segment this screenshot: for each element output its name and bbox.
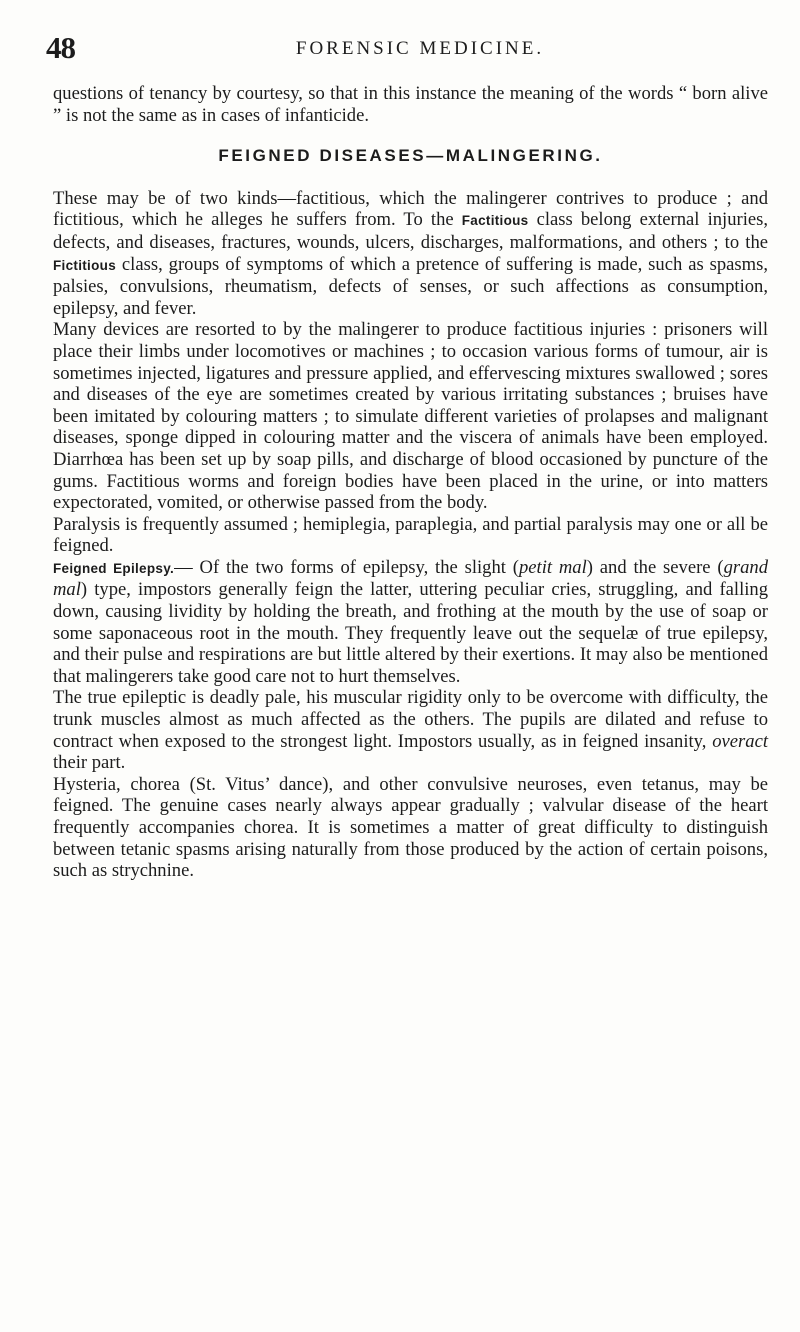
- kinds-text-1: These may be of two kinds—factitious, which the malingerer contrives to produce ; and fictitious, which he alleges he suffers from. To the: [53, 187, 768, 231]
- kinds-text-2: class belong external injuries, defects, and diseases, fractures, wounds, ulcers, discharges, malformations, and others ; to the: [53, 209, 769, 253]
- page-number: 48: [46, 30, 75, 65]
- epilepsy-text-3: ) type, impostors generally feign the latter, uttering peculiar cries, struggling, and falling down, causing lividity by holding the breath, and frothing at the mouth by the use of soap or some saponaceous root in the mouth. They frequently leave out the sequelæ of true epilepsy, and their pulse and respirations are but little altered by their exertions. It may also be mentioned that malingerers take good care not to hurt themselves.: [53, 579, 768, 687]
- true-epileptic-text-1: The true epileptic is deadly pale, his muscular rigidity only to be overcome with difficulty, the trunk muscles almost as much affected as the others. The pupils are dilated and refuse to contract when exposed to the strongest light. Impostors usually, as in feigned insanity,: [53, 687, 768, 752]
- paragraph-paralysis: Paralysis is frequently assumed ; hemiplegia, paraplegia, and partial paralysis may one or all be feigned.: [53, 513, 768, 557]
- kinds-text-3: class, groups of symptoms of which a pretence of suffering is made, such as spasms, palsies, convulsions, rheumatism, defects of senses, or such affections as consumption, epilepsy, and fever.: [53, 253, 768, 319]
- overact-term: overact: [712, 730, 768, 752]
- intro-paragraph: questions of tenancy by courtesy, so that in this instance the meaning of the words “ born alive ” is not the same as in cases of infanticide.: [53, 83, 768, 126]
- feigned-epilepsy-label: Feigned Epilepsy.: [53, 560, 175, 576]
- section-heading: FEIGNED DISEASES—MALINGERING.: [218, 146, 603, 166]
- fictitious-label: Fictitious: [53, 257, 116, 273]
- grand-mal-term: grand mal: [53, 556, 768, 601]
- epilepsy-text-2: ) and the severe (: [586, 556, 724, 578]
- petit-mal-term: petit mal: [518, 556, 587, 578]
- paragraph-epilepsy: [53, 557, 768, 688]
- factitious-label: Factitious: [461, 213, 529, 229]
- paragraph-kinds: [53, 188, 768, 320]
- running-head: FORENSIC MEDICINE.: [295, 38, 545, 59]
- paragraph-devices: Many devices are resorted to by the malingerer to produce factitious injuries : prisoners will place their limbs under locomotives or machines ; to occasion various forms of tumour, air is sometimes injected, ligatures and pressure applied, and effervescing mixtures swallowed ; sores and diseases of the eye are sometimes created by various irritating substances ; bruises have been imitated by colouring matters ; to simulate different varieties of prolapses and malignant diseases, sponge dipped in colouring matter and the viscera of animals have been employed. Diarrhœa has been set up by soap pills, and discharge of blood occasioned by puncture of the gums. Factitious worms and foreign bodies have been placed in the urine, or into matters expectorated, vomited, or otherwise passed from the body.: [53, 319, 768, 514]
- body-text: [53, 83, 768, 882]
- epilepsy-text-1: — Of the two forms of epilepsy, the slight (: [174, 556, 519, 578]
- paragraph-true-epileptic: [53, 687, 768, 773]
- page-header: [40, 30, 760, 66]
- paragraph-hysteria: Hysteria, chorea (St. Vitus’ dance), and other convulsive neuroses, even tetanus, may be feigned. The genuine cases nearly always appear gradually ; valvular disease of the heart frequently accompanies chorea. It is sometimes a matter of great difficulty to distinguish between tetanic spasms arising naturally from those produced by the action of certain poisons, such as strychnine.: [53, 773, 768, 882]
- true-epileptic-text-2: their part.: [53, 752, 126, 774]
